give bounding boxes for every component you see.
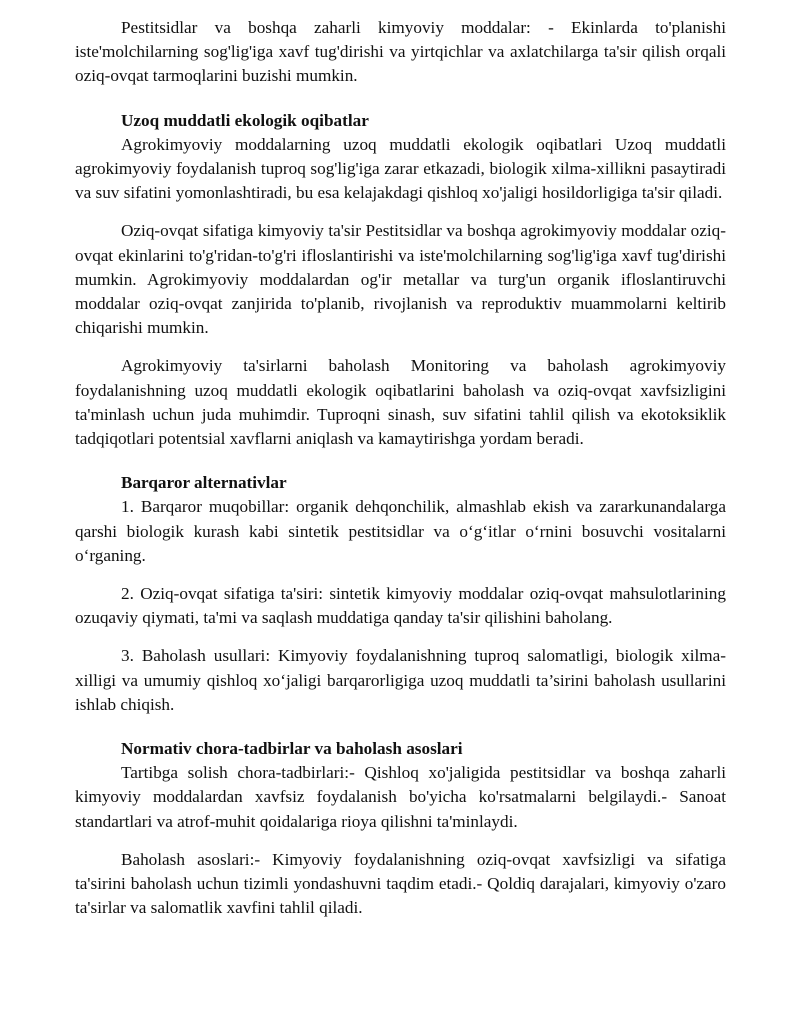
paragraph-food-quality-impact: Oziq-ovqat sifatiga kimyoviy ta'sir Pestitsidlar va boshqa agrokimyoviy moddalar oziq-ovqat ekinlarini to'g'ridan-to'g'ri ifloslantirishi va iste'molchilarning sog'lig'iga xavf tug'dirishi mumkin. Agrokimyoviy moddalardan og'ir metallar va turg'un organik ifloslantiruvchi moddalar oziq-ovqat zanjirida to'planib, rivojlanish va reproduktiv muammolarni keltirib chiqarishi mumkin. (75, 221, 726, 338)
paragraph-assessment-frameworks: Baholash asoslari:- Kimyoviy foydalanishning oziq-ovqat xavfsizligi va sifatiga ta'sirini baholash uchun tizimli yondashuvni taqdim etadi.- Qoldiq darajalari, kimyoviy o'zaro ta'sirlar va salomatlik xavfini tahlil qiladi. (75, 849, 726, 918)
list-item-1: 1. Barqaror muqobillar: organik dehqonchilik, almashlab ekish va zararkunandalarga qarshi biologik kurash kabi sintetik pestitsidlar va o‘g‘itlar o‘rnini bosuvchi vositalarni o‘rganing. (75, 497, 726, 565)
list-item-3: 3. Baholash usullari: Kimyoviy foydalanishning tuproq salomatligi, biologik xilma-xilligi va umumiy qishloq xo‘jaligi barqarorligiga uzoq muddatli ta’sirini baholash usullarini ishlab chiqish. (75, 646, 726, 714)
paragraph-long-term-consequences: Agrokimyoviy moddalarning uzoq muddatli ekologik oqibatlari Uzoq muddatli agrokimyoviy foydalanish tuproq sog'lig'iga zarar etkazadi, biologik xilma-xillikni pasaytiradi va suv sifatini yomonlashtiradi, bu esa kelajakdagi qishloq xo'jaligi hosildorligiga ta'sir qiladi. (75, 134, 726, 203)
list-item-2: 2. Oziq-ovqat sifatiga ta'siri: sintetik kimyoviy moddalar oziq-ovqat mahsulotlarining ozuqaviy qiymati, ta'mi va saqlash muddatiga qanday ta'sir qilishini baholang. (75, 584, 726, 628)
heading-sustainable-alternatives: Barqaror alternativlar (121, 473, 287, 493)
heading-long-term-consequences: Uzoq muddatli ekologik oqibatlar (121, 110, 369, 130)
heading-regulatory-measures: Normativ chora-tadbirlar va baholash asoslari (121, 739, 463, 759)
paragraph-assessment: Agrokimyoviy ta'sirlarni baholash Monitoring va baholash agrokimyoviy foydalanishning uzoq muddatli ekologik oqibatlarini baholash va oziq-ovqat xavfsizligini ta'minlash uchun juda muhimdir. Tuproqni sinash, suv sifatini tahlil qilish va ekotoksiklik tadqiqotlari potentsial xavflarni aniqlash va kamaytirishga yordam beradi. (75, 356, 726, 449)
document-page (75, 16, 726, 921)
paragraph-pesticides-intro: Pestitsidlar va boshqa zaharli kimyoviy moddalar: - Ekinlarda to'planishi iste'molchilarning sog'lig'iga xavf tug'dirishi va yirtqichlar va axlatchilarga ta'sir qilish orqali oziq-ovqat tarmoqlarini buzishi mumkin. (75, 18, 726, 86)
paragraph-regulatory-measures: Tartibga solish chora-tadbirlari:- Qishloq xo'jaligida pestitsidlar va boshqa zaharli kimyoviy moddalardan xavfsiz foydalanish bo'yicha ko'rsatmalarni belgilaydi.- Sanoat standartlari va atrof-muhit qoidalariga rioya qilishni ta'minlaydi. (75, 763, 726, 831)
